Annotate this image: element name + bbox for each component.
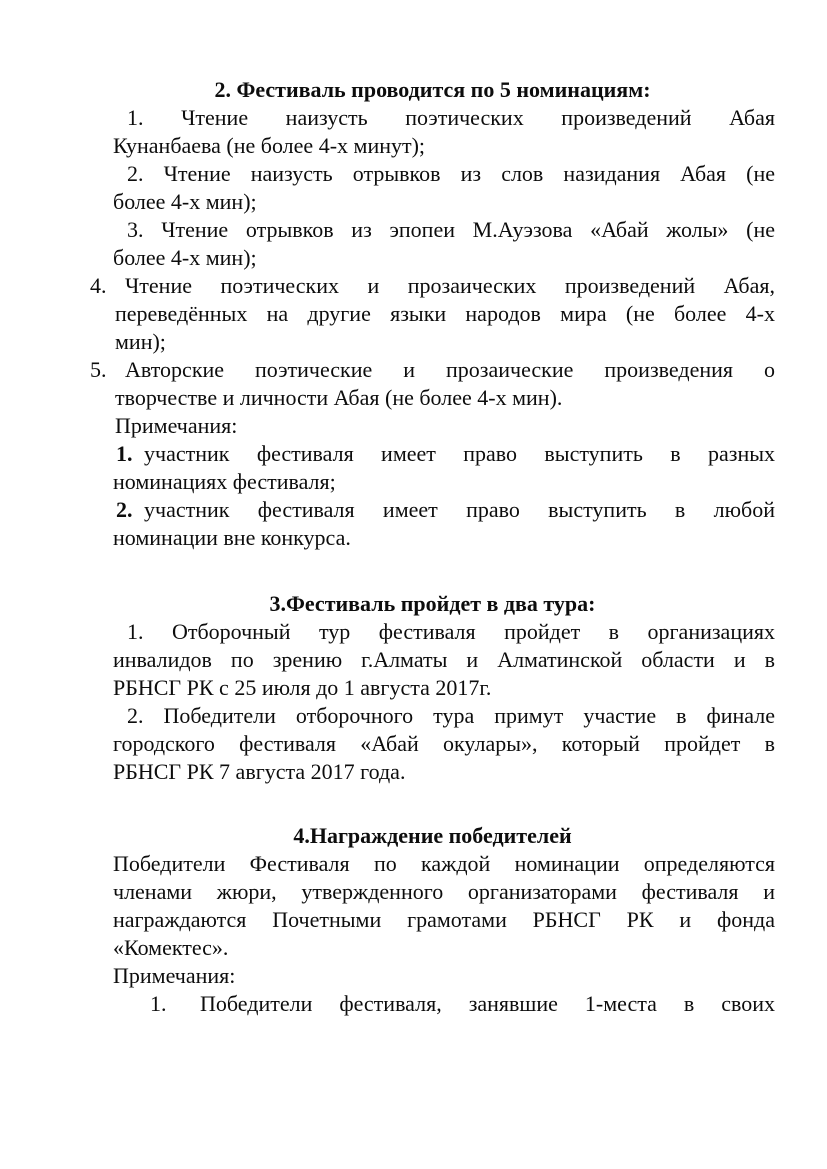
text-line: 2. Чтение наизусть отрывков из слов назидания Абая (не bbox=[127, 161, 775, 186]
section-tours-heading: 3.Фестиваль пройдет в два тура: bbox=[269, 591, 596, 616]
section-nominations-heading: 2. Фестиваль проводится по 5 номинациям: bbox=[214, 77, 651, 102]
section-tours bbox=[90, 590, 775, 786]
note-marker: 2. bbox=[116, 497, 133, 522]
awards-paragraph bbox=[113, 850, 775, 962]
text-line: номинациях фестиваля; bbox=[113, 469, 336, 494]
section-awards bbox=[90, 822, 775, 1018]
nomination-item-1 bbox=[113, 104, 775, 160]
notes-label: Примечания: bbox=[115, 413, 238, 438]
text-line: участник фестиваля имеет право выступить в разных bbox=[144, 441, 775, 466]
text-line: городского фестиваля «Абай окулары», который пройдет в bbox=[113, 731, 775, 756]
note-item-winners bbox=[113, 990, 775, 1018]
text-line: РБНСГ РК 7 августа 2017 года. bbox=[113, 759, 406, 784]
tours-paragraph-2 bbox=[113, 702, 775, 786]
note-item-1 bbox=[113, 440, 775, 496]
list-marker: 5. bbox=[90, 357, 107, 382]
note-marker: 1. bbox=[116, 441, 133, 466]
text-line: 1. Отборочный тур фестиваля пройдет в организациях bbox=[127, 619, 775, 644]
text-line: Победители Фестиваля по каждой номинации определяются bbox=[113, 851, 775, 876]
nomination-item-4 bbox=[90, 272, 775, 356]
note-item-2 bbox=[113, 496, 775, 552]
nomination-item-5 bbox=[90, 356, 775, 412]
section-awards-heading: 4.Награждение победителей bbox=[293, 823, 572, 848]
text-line: переведённых на другие языки народов мира (не более 4-х bbox=[115, 301, 775, 326]
text-line: более 4-х мин); bbox=[113, 245, 257, 270]
section-nominations bbox=[90, 76, 775, 552]
text-line: Победители фестиваля, занявшие 1-места в своих bbox=[200, 991, 775, 1016]
text-line: более 4-х мин); bbox=[113, 189, 257, 214]
notes-label: Примечания: bbox=[113, 963, 236, 988]
nomination-item-3 bbox=[113, 216, 775, 272]
text-line: мин); bbox=[115, 329, 166, 354]
text-line: участник фестиваля имеет право выступить в любой bbox=[144, 497, 775, 522]
text-line: Авторские поэтические и прозаические произведения о bbox=[125, 357, 775, 382]
note-text bbox=[113, 440, 775, 496]
list-item-text bbox=[115, 272, 775, 356]
text-line: 2. Победители отборочного тура примут участие в финале bbox=[127, 703, 775, 728]
text-line: 1. Чтение наизусть поэтических произведений Абая bbox=[127, 105, 775, 130]
note-text bbox=[113, 990, 775, 1018]
text-line: творчестве и личности Абая (не более 4-х мин). bbox=[115, 385, 563, 410]
text-line: Чтение поэтических и прозаических произведений Абая, bbox=[125, 273, 775, 298]
text-line: Кунанбаева (не более 4-х минут); bbox=[113, 133, 426, 158]
text-line: РБНСГ РК с 25 июля до 1 августа 2017г. bbox=[113, 675, 492, 700]
list-marker: 4. bbox=[90, 273, 107, 298]
text-line: номинации вне конкурса. bbox=[113, 525, 351, 550]
text-line: 3. Чтение отрывков из эпопеи М.Ауэзова «Абай жолы» (не bbox=[127, 217, 775, 242]
text-line: инвалидов по зрению г.Алматы и Алматинской области и в bbox=[113, 647, 775, 672]
nomination-item-2 bbox=[113, 160, 775, 216]
tours-paragraph-1 bbox=[113, 618, 775, 702]
text-line: «Комектес». bbox=[113, 935, 229, 960]
text-line: награждаются Почетными грамотами РБНСГ РК и фонда bbox=[113, 907, 775, 932]
list-item-text bbox=[115, 356, 775, 412]
note-marker: 1. bbox=[150, 991, 167, 1016]
text-line: членами жюри, утвержденного организаторами фестиваля и bbox=[113, 879, 775, 904]
note-text bbox=[113, 496, 775, 552]
